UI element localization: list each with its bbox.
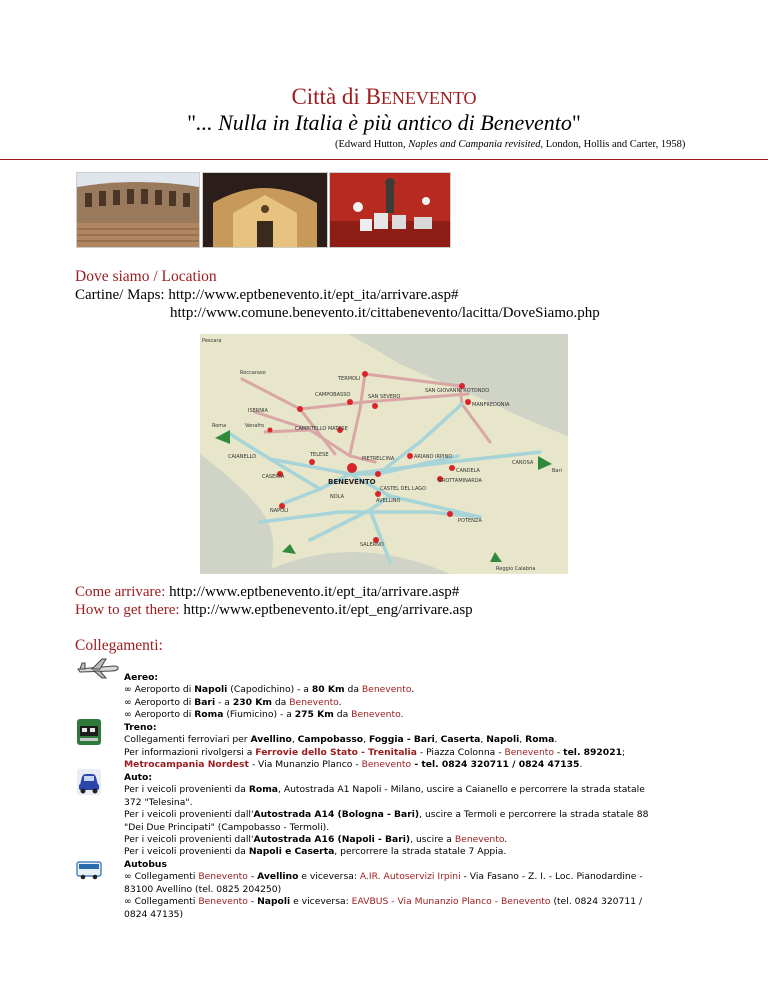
map-label-potenza: POTENZA	[458, 518, 482, 524]
map-label-reggio: Reggio Calabria	[496, 566, 536, 572]
photo-santa-sofia	[202, 172, 328, 248]
citation: (Edward Hutton, Naples and Campania revisited, London, Hollis and Carter, 1958)	[335, 139, 686, 150]
autobus-heading: Autobus	[124, 859, 167, 870]
aereo-heading: Aereo:	[124, 672, 159, 683]
metrocampania-link[interactable]: Metrocampania Nordest	[124, 759, 249, 771]
how-to-eng: How to get there: http://www.eptbenevento.it/ept_eng/arrivare.asp	[75, 602, 473, 618]
map-label-candela: CANDELA	[456, 468, 480, 474]
map-label-bari: Bari	[552, 468, 562, 474]
eavbus-link[interactable]: EAVBUS - Via Munanzio Planco - Benevento	[351, 896, 551, 908]
bus-icon	[76, 859, 102, 881]
aereo-item-bari: ∞ Aeroporto di Bari - a 230 Km da Benevento.	[124, 697, 704, 709]
auto-line-4: Per i veicoli provenienti da Napoli e Caserta, percorrere la strada statale 7 Appia.	[124, 846, 507, 858]
maps-link-comune[interactable]: http://www.comune.benevento.it/cittabenevento/lacitta/DoveSiamo.php	[170, 305, 600, 321]
header-divider	[0, 159, 768, 160]
auto-heading: Auto:	[124, 772, 153, 783]
air-link[interactable]: A.IR. Autoservizi Irpini	[359, 871, 461, 883]
auto-line-3: Per i veicoli provenienti dall'Autostrada A16 (Napoli - Bari), uscire a Benevento.	[124, 834, 508, 846]
maps-link-ita[interactable]: http://www.eptbenevento.it/ept_ita/arrivare.asp#	[168, 287, 459, 303]
page-title: Città di BENEVENTO	[291, 84, 477, 109]
map-label-campobasso: CAMPOBASSO	[315, 392, 351, 398]
map-label-pescara: Pescara	[202, 338, 222, 344]
section-autobus	[124, 859, 704, 921]
auto-line-2: Per i veicoli provenienti dall'Autostrada A14 (Bologna - Bari), uscire a Termoli e percorrere la strada statale 88	[124, 809, 649, 821]
map-label-nola: NOLA	[330, 494, 344, 500]
map-label-telese: TELESE	[310, 452, 329, 458]
section-treno	[124, 722, 704, 772]
map-label-canosa: CANOSA	[512, 460, 534, 466]
map-label-campitello: CAMPITELLO MATESE	[295, 426, 348, 432]
how-to-ita-link[interactable]: http://www.eptbenevento.it/ept_ita/arrivare.asp#	[169, 584, 460, 600]
car-icon	[76, 768, 102, 796]
maps-line: Cartine/ Maps: http://www.eptbenevento.it/ept_ita/arrivare.asp#	[75, 287, 459, 303]
photo-museum	[329, 172, 451, 248]
how-to-ita: Come arrivare: http://www.eptbenevento.it/ept_ita/arrivare.asp#	[75, 584, 460, 600]
treno-line-2: Per informazioni rivolgersi a Ferrovie dello Stato - Trenitalia - Piazza Colonna - Benevento - tel. 892021;	[124, 746, 626, 758]
map-label-avellino: AVELLINO	[376, 498, 401, 504]
map-label-castel: CASTEL DEL LAGO	[380, 486, 427, 492]
auto-line-2b: "Dei Due Principati" (Campobasso - Termoli).	[124, 821, 330, 833]
treno-heading: Treno:	[124, 722, 157, 733]
aereo-item-napoli: ∞ Aeroporto di Napoli (Capodichino) - a 80 Km da Benevento.	[124, 684, 704, 696]
treno-line-3: Metrocampania Nordest - Via Munanzio Planco - Benevento - tel. 0824 320711 / 0824 47135.	[124, 759, 583, 771]
map-label-grottaminarda: GROTTAMINARDA	[438, 478, 482, 484]
autobus-line-2b: 0824 47135)	[124, 908, 184, 920]
auto-line-1: Per i veicoli provenienti da Roma, Autostrada A1 Napoli - Milano, uscire a Caianello e percorrere la strada statale	[124, 784, 645, 796]
map-label-termoli: TERMOLI	[338, 376, 361, 382]
map-label-napoli: NAPOLI	[270, 508, 289, 514]
autobus-line-2: ∞ Collegamenti Benevento - Napoli e viceversa: EAVBUS - Via Munanzio Planco - Benevento (tel. 0824 320711 /	[124, 896, 704, 908]
aereo-item-roma: ∞ Aeroporto di Roma (Fiumicino) - a 275 Km da Benevento.	[124, 709, 704, 721]
section-aereo	[124, 672, 704, 722]
map-label-isernia: ISERNIA	[248, 408, 268, 414]
section-auto	[124, 772, 704, 859]
how-to-eng-link[interactable]: http://www.eptbenevento.it/ept_eng/arrivare.asp	[183, 602, 473, 618]
map-label-san-severo: SAN SEVERO	[368, 394, 401, 400]
map-label-roccaraso: Roccaraso	[240, 370, 266, 376]
auto-line-1b: 372 "Telesina".	[124, 796, 193, 808]
train-icon	[76, 718, 102, 746]
autobus-line-1b: 83100 Avellino (tel. 0825 204250)	[124, 883, 282, 895]
map-label-san-giovanni: SAN GIOVANNI ROTONDO	[425, 388, 490, 394]
map-label-caianello: CAIANELLO	[228, 454, 257, 460]
treno-line-1: Collegamenti ferroviari per Avellino, Campobasso, Foggia - Bari, Caserta, Napoli, Roma.	[124, 734, 558, 746]
trenitalia-link[interactable]: Ferrovie dello Stato - Trenitalia	[255, 746, 417, 758]
motto: "... Nulla in Italia è più antico di Benevento"	[187, 110, 581, 135]
airplane-icon	[76, 657, 120, 679]
road-map	[200, 334, 568, 574]
map-label-venafro: Venafro	[245, 423, 265, 429]
map-label-salerno: SALERNO	[360, 542, 384, 548]
photo-roman-theatre	[76, 172, 200, 248]
map-label-pietrelcina: PIETRELCINA	[362, 456, 395, 462]
collegamenti-heading: Collegamenti:	[75, 637, 163, 654]
map-label-ariano: ARIANO IRPINO	[414, 454, 453, 460]
autobus-line-1: ∞ Collegamenti Benevento - Avellino e viceversa: A.IR. Autoservizi Irpini - Via Fasano - Z. I. - Loc. Pianodardine -	[124, 871, 704, 883]
location-heading: Dove siamo / Location	[75, 268, 217, 285]
map-label-roma: Roma	[212, 423, 227, 429]
map-label-manfredonia: MANFREDONIA	[472, 402, 510, 408]
map-label-caserta: CASERTA	[262, 474, 285, 480]
map-label-benevento: BENEVENTO	[328, 478, 376, 486]
